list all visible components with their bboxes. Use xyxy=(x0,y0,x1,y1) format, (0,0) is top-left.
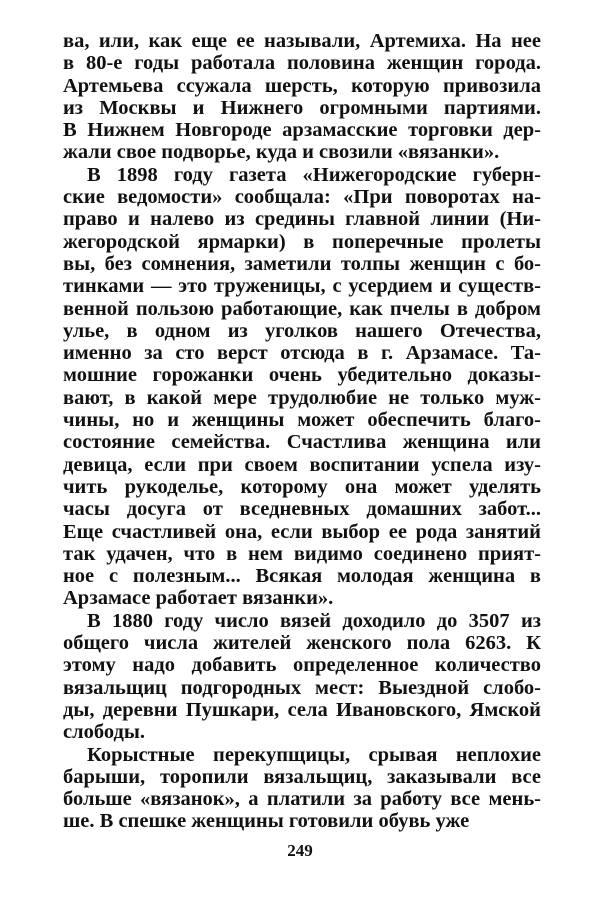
paragraph xyxy=(63,744,541,833)
text-line: именно за сто верст отсюда в г. Арзамасе. Та- xyxy=(63,342,541,365)
text-line: слободы. xyxy=(63,721,145,744)
text-line: жали свое подворье, куда и свозили «вязанки». xyxy=(63,141,500,164)
text-line: ские ведомости» сообщала: «При поворотах на- xyxy=(63,186,541,209)
text-line: Артемьева ссужала шерсть, которую привозила xyxy=(63,74,541,97)
text-line: В Нижнем Новгороде арзамасские торговки дер- xyxy=(63,119,541,142)
body-text xyxy=(63,30,541,833)
text-line: больше «вязанок», а платили за работу все мень- xyxy=(63,788,541,811)
text-line: Арзамасе работает вязанки». xyxy=(63,587,334,610)
text-line: девица, если при своем воспитании успела изу- xyxy=(63,453,541,476)
paragraph xyxy=(63,610,541,744)
text-line: улье, в одном из уголков нашего Отечества, xyxy=(63,319,541,342)
text-line: право и налево из срединьı главной линии (Ни- xyxy=(63,208,541,231)
text-line: ва, или, как еще ее называли, Артемиха. На нее xyxy=(63,30,541,52)
text-line: барыши, торопили вязальщиц, заказывали все xyxy=(63,765,541,788)
text-line: мошние горожанки очень убедительно доказы- xyxy=(63,364,541,387)
paragraph xyxy=(63,30,541,164)
text-line: ды, деревни Пушкари, села Ивановского, Ямской xyxy=(63,698,541,721)
text-line: вают, в какой мере трудолюбие не только муж- xyxy=(63,386,541,409)
text-line: В 1880 году число вязей доходило до 3507 из xyxy=(87,609,541,632)
text-line: В 1898 году газета «Нижегородские губерн- xyxy=(87,163,541,186)
text-line: чины, но и женщины может обеспечить благо- xyxy=(63,409,541,432)
text-line: жегородской ярмарки) в поперечные пролеты xyxy=(63,230,541,253)
page-number: 249 xyxy=(287,841,313,860)
text-line: вязальщиц подгородных мест: Выездной слобо- xyxy=(63,676,541,699)
text-line: ное с полезным... Всякая молодая женщина в xyxy=(63,565,541,588)
text-line: чить рукоделье, которому она может уделять xyxy=(63,475,541,498)
text-line: в 80-е годы работала половина женщин города. xyxy=(63,52,541,75)
text-line: из Москвы и Нижнего огромными партиями. xyxy=(63,96,541,119)
text-line: Еще счастливей она, если выбор ее рода занятий xyxy=(63,520,541,543)
text-line: тинками — это труженицы, с усердием и существ- xyxy=(63,275,541,298)
text-line: общего числа жителей женского пола 6263. К xyxy=(63,632,541,655)
text-line: Корыстные перекупщицы, срывая неплохие xyxy=(87,743,541,766)
text-line: венной пользою работающие, как пчелы в добром xyxy=(63,297,541,320)
text-line: ше. В спешке женщины готовили обувь уже xyxy=(63,810,470,833)
text-line: этому надо добавить определенное количество xyxy=(63,654,541,677)
text-line: вы, без сомнения, заметили толпы женщин с бо- xyxy=(63,252,541,275)
text-line: состояние семейства. Счастлива женщина или xyxy=(63,431,541,454)
paragraph xyxy=(63,164,541,610)
text-line: часы досуга от вседневных домашних забот... xyxy=(63,498,541,521)
text-line: так удачен, что в нем видимо соединено прият- xyxy=(63,542,541,565)
